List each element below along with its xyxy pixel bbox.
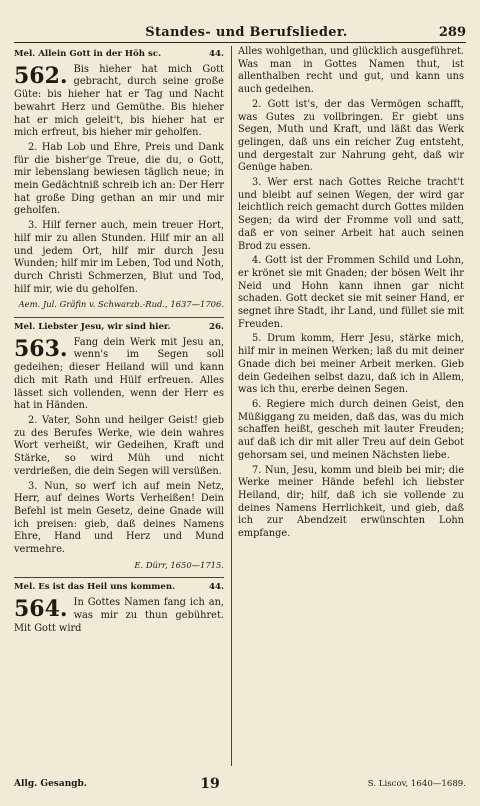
stanza-1: Bis hieher hat mich Gott gebracht, durch seine große Güte: bis hieher hat er Tag und Nacht bewahrt Herz und Gemüthe. Bis hieher hat er mich geleit't, bis hieher hat er mich erfreut, bis hieher mir geholfen. — [14, 63, 224, 139]
hymn-562-author: Aem. Jul. Gräfin v. Schwarzb.-Rud., 1637—1706. — [18, 299, 224, 310]
hymn-562-melody — [14, 48, 224, 61]
stanza-1: In Gottes Namen fang ich an, was mir zu thun gebühret. Mit Gott wird — [14, 597, 224, 634]
stanza-6: 6. Regiere mich durch deinen Geist, den Müßiggang zu meiden, daß das, was du mich schaffen heißt, gescheh mit lauter Freuden; auf daß ich dir mit aller Treu auf dein Gebot gehorsam sei, und meinen Nächsten liebe. — [238, 398, 464, 461]
hymn-564-author: S. Liscov, 1640—1689. — [367, 779, 466, 789]
melody-name: Mel. Es ist das Heil uns kommen. — [14, 582, 176, 593]
stanza-3: 3. Nun, so werf ich auf mein Netz, Herr, auf deines Worts Verheißen! Dein Befehl ist mein Gesetz, deine Gnade will ich preisen: gieb, daß deines Namens Ehre, Hand und Herz und Mund vermehre. — [14, 480, 224, 556]
sheet-number: 19 — [200, 776, 220, 792]
hymn-564 — [14, 597, 224, 635]
right-column — [238, 46, 464, 543]
header-rule — [14, 42, 466, 43]
hymn-563-author: E. Dürr, 1650—1715. — [134, 559, 224, 570]
column-divider — [231, 46, 232, 766]
stanza-2: 2. Gott ist's, der das Vermögen schafft, was Gutes zu vollbringen. Er giebt uns Segen, Muth und Kraft, und läßt das Werk gelingen, daß uns ein reicher Zug entsteht, und dergestalt zur Nahrung geht, daß wir Genüge haben. — [238, 98, 464, 174]
left-column — [14, 46, 224, 637]
page-header — [14, 14, 466, 40]
stanza-3: 3. Hilf ferner auch, mein treuer Hort, hilf mir zu allen Stunden. Hilf mir an all und jedem Ort, hilf mir durch Jesu Wunden; hilf mir im Leben, Tod und Noth, durch Christi Schmerzen, Blut und Tod, hilf mir, wie du geholfen. — [14, 220, 224, 295]
stanza-4: 4. Gott ist der Frommen Schild und Lohn, er krönet sie mit Gnaden; der bösen Welt ihr Neid und Hohn kann ihnen gar nicht schaden. Gott decket sie mit seiner Hand, er segnet ihre Stadt, ihr Land, und füllet sie mit Freuden. — [238, 255, 464, 330]
stanza-7: 7. Nun, Jesu, komm und bleib bei mir; die Werke meiner Hände befehl ich liebster Heiland, dir; hilf, daß ich sie vollende zu deines Namens Herrlichkeit, und gieb, daß ich zur Abendzeit erwünschten Lohn empfange. — [238, 464, 464, 540]
section-rule — [14, 317, 224, 318]
hymn-563 — [14, 337, 224, 413]
section-rule — [14, 577, 224, 578]
melody-number: 44. — [209, 582, 224, 593]
stanza-2: 2. Vater, Sohn und heilger Geist! gieb zu des Berufes Werke, wie dein wahres Wort verheißt, wir Gedeihen, Kraft und Stärke, so wird Müh und nicht verdrießen, die dein Segen will versüßen. — [14, 414, 224, 477]
hymn-number: 564. — [14, 596, 68, 623]
running-title: Standes- und Berufslieder. — [145, 25, 348, 40]
hymn-number: 563. — [14, 335, 68, 362]
hymn-number: 562. — [14, 62, 68, 89]
stanza-1: Fang dein Werk mit Jesu an, wenn's im Segen soll gedeihen; dieser Heiland will und kann dich mit Rath und Hülf erfreuen. Alles lässet sich vollenden, wenn der Herr es hat in Händen. — [14, 336, 224, 412]
stanza-1-continued: Alles wohlgethan, und glücklich ausgeführet. Was man in Gottes Namen thut, ist allenthalben recht und gut, und kann uns auch gedeihen. — [238, 46, 464, 96]
melody-name: Mel. Liebster Jesu, wir sind hier. — [14, 322, 171, 333]
melody-number: 26. — [209, 322, 224, 333]
stanza-2: 2. Hab Lob und Ehre, Preis und Dank für die bisher'ge Treue, die du, o Gott, mir lebenslang bewiesen täglich neue; in mein Gedächtniß schreib ich an: Der Herr hat große Ding gethan an mir und mir geholfen. — [14, 141, 224, 217]
stanza-5: 5. Drum komm, Herr Jesu, stärke mich, hilf mir in meinen Werken; laß du mit deiner Gnade dich bei meiner Arbeit merken. Gieb dein Gedeihen selbst dazu, daß ich in Allem, was ich thu, ererbe deinen Segen. — [238, 333, 464, 396]
hymn-563-melody — [14, 321, 224, 334]
page-number: 289 — [438, 25, 466, 40]
melody-number: 44. — [209, 49, 224, 59]
stanza-3: 3. Wer erst nach Gottes Reiche tracht't und bleibt auf seinen Wegen, der wird gar leichtlich reich gemacht durch Gottes milden Segen; da wird der Fromme voll und satt, daß er von seiner Arbeit hat auch seinen Brod zu essen. — [238, 177, 464, 252]
melody-name: Mel. Allein Gott in der Höh sc. — [14, 49, 162, 59]
page-footer — [14, 774, 466, 794]
hymn-562 — [14, 64, 224, 140]
hymn-564-melody — [14, 581, 224, 594]
signature-mark: Allg. Gesangb. — [14, 779, 87, 789]
